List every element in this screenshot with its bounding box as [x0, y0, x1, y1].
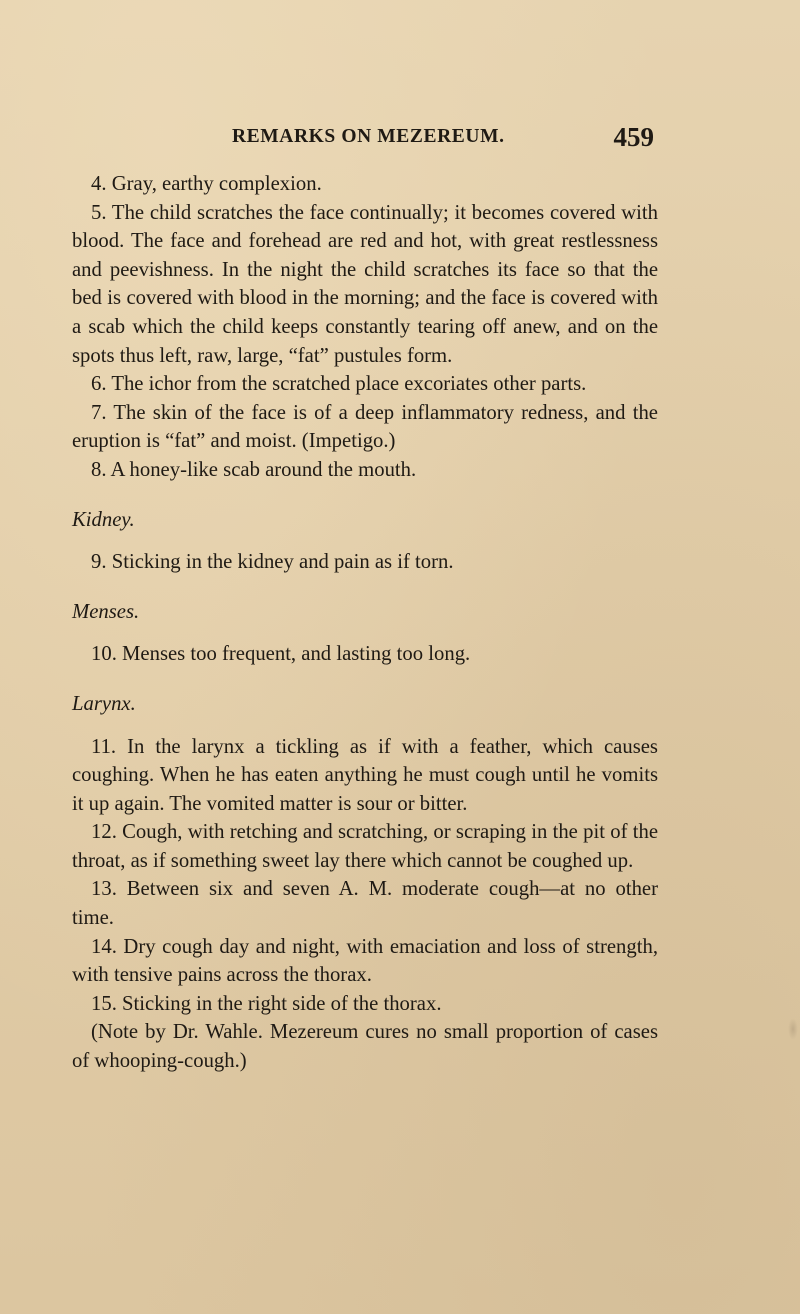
running-head: REMARKS ON MEZEREUM.	[232, 126, 505, 147]
paragraph-5: 5. The child scratches the face continually; it becomes covered with blood. The face and forehead are red and hot, with great restlessness and peevishness. In the night the child scratches its face so that the bed is covered with blood in the morning; and the face is covered with a scab which the child keeps constantly tearing off anew, and on the spots thus left, raw, large, “fat” pustules form.	[72, 201, 658, 367]
paragraph-10: 10. Menses too frequent, and lasting too long.	[91, 643, 471, 666]
paragraph-14: 14. Dry cough day and night, with emaciation and loss of strength, with tensive pains across the thorax.	[72, 935, 658, 987]
note-paragraph: (Note by Dr. Wahle. Mezereum cures no small proportion of cases of whooping-cough.)	[72, 1021, 658, 1073]
paragraph-15: 15. Sticking in the right side of the thorax.	[91, 992, 442, 1015]
page-header	[232, 122, 662, 162]
paragraph-4: 4. Gray, earthy complexion.	[91, 173, 322, 195]
paragraph-12: 12. Cough, with retching and scratching, or scraping in the pit of the throat, as if something sweet lay there which cannot be coughed up.	[72, 821, 658, 872]
paragraph-6: 6. The ichor from the scratched place excoriates other parts.	[91, 373, 587, 396]
paragraph-9: 9. Sticking in the kidney and pain as if torn.	[91, 551, 454, 574]
paragraph-13: 13. Between six and seven A. M. moderate cough—at no other time.	[72, 878, 658, 930]
section-heading-kidney: Kidney.	[72, 508, 135, 531]
paragraph-7: 7. The skin of the face is of a deep inflammatory redness, and the eruption is “fat” and moist. (Impetigo.)	[72, 401, 658, 453]
paper-blemish	[788, 1018, 798, 1040]
page-number: 459	[613, 122, 654, 152]
paragraph-8: 8. A honey-like scab around the mouth.	[91, 458, 417, 481]
section-heading-menses: Menses.	[72, 600, 140, 623]
page-body	[72, 170, 658, 1076]
paragraph-11: 11. In the larynx a tickling as if with a feather, which causes coughing. When he has eaten anything he must cough until he vomits it up again. The vomited matter is sour or bitter.	[72, 735, 658, 815]
section-heading-larynx: Larynx.	[72, 692, 136, 715]
